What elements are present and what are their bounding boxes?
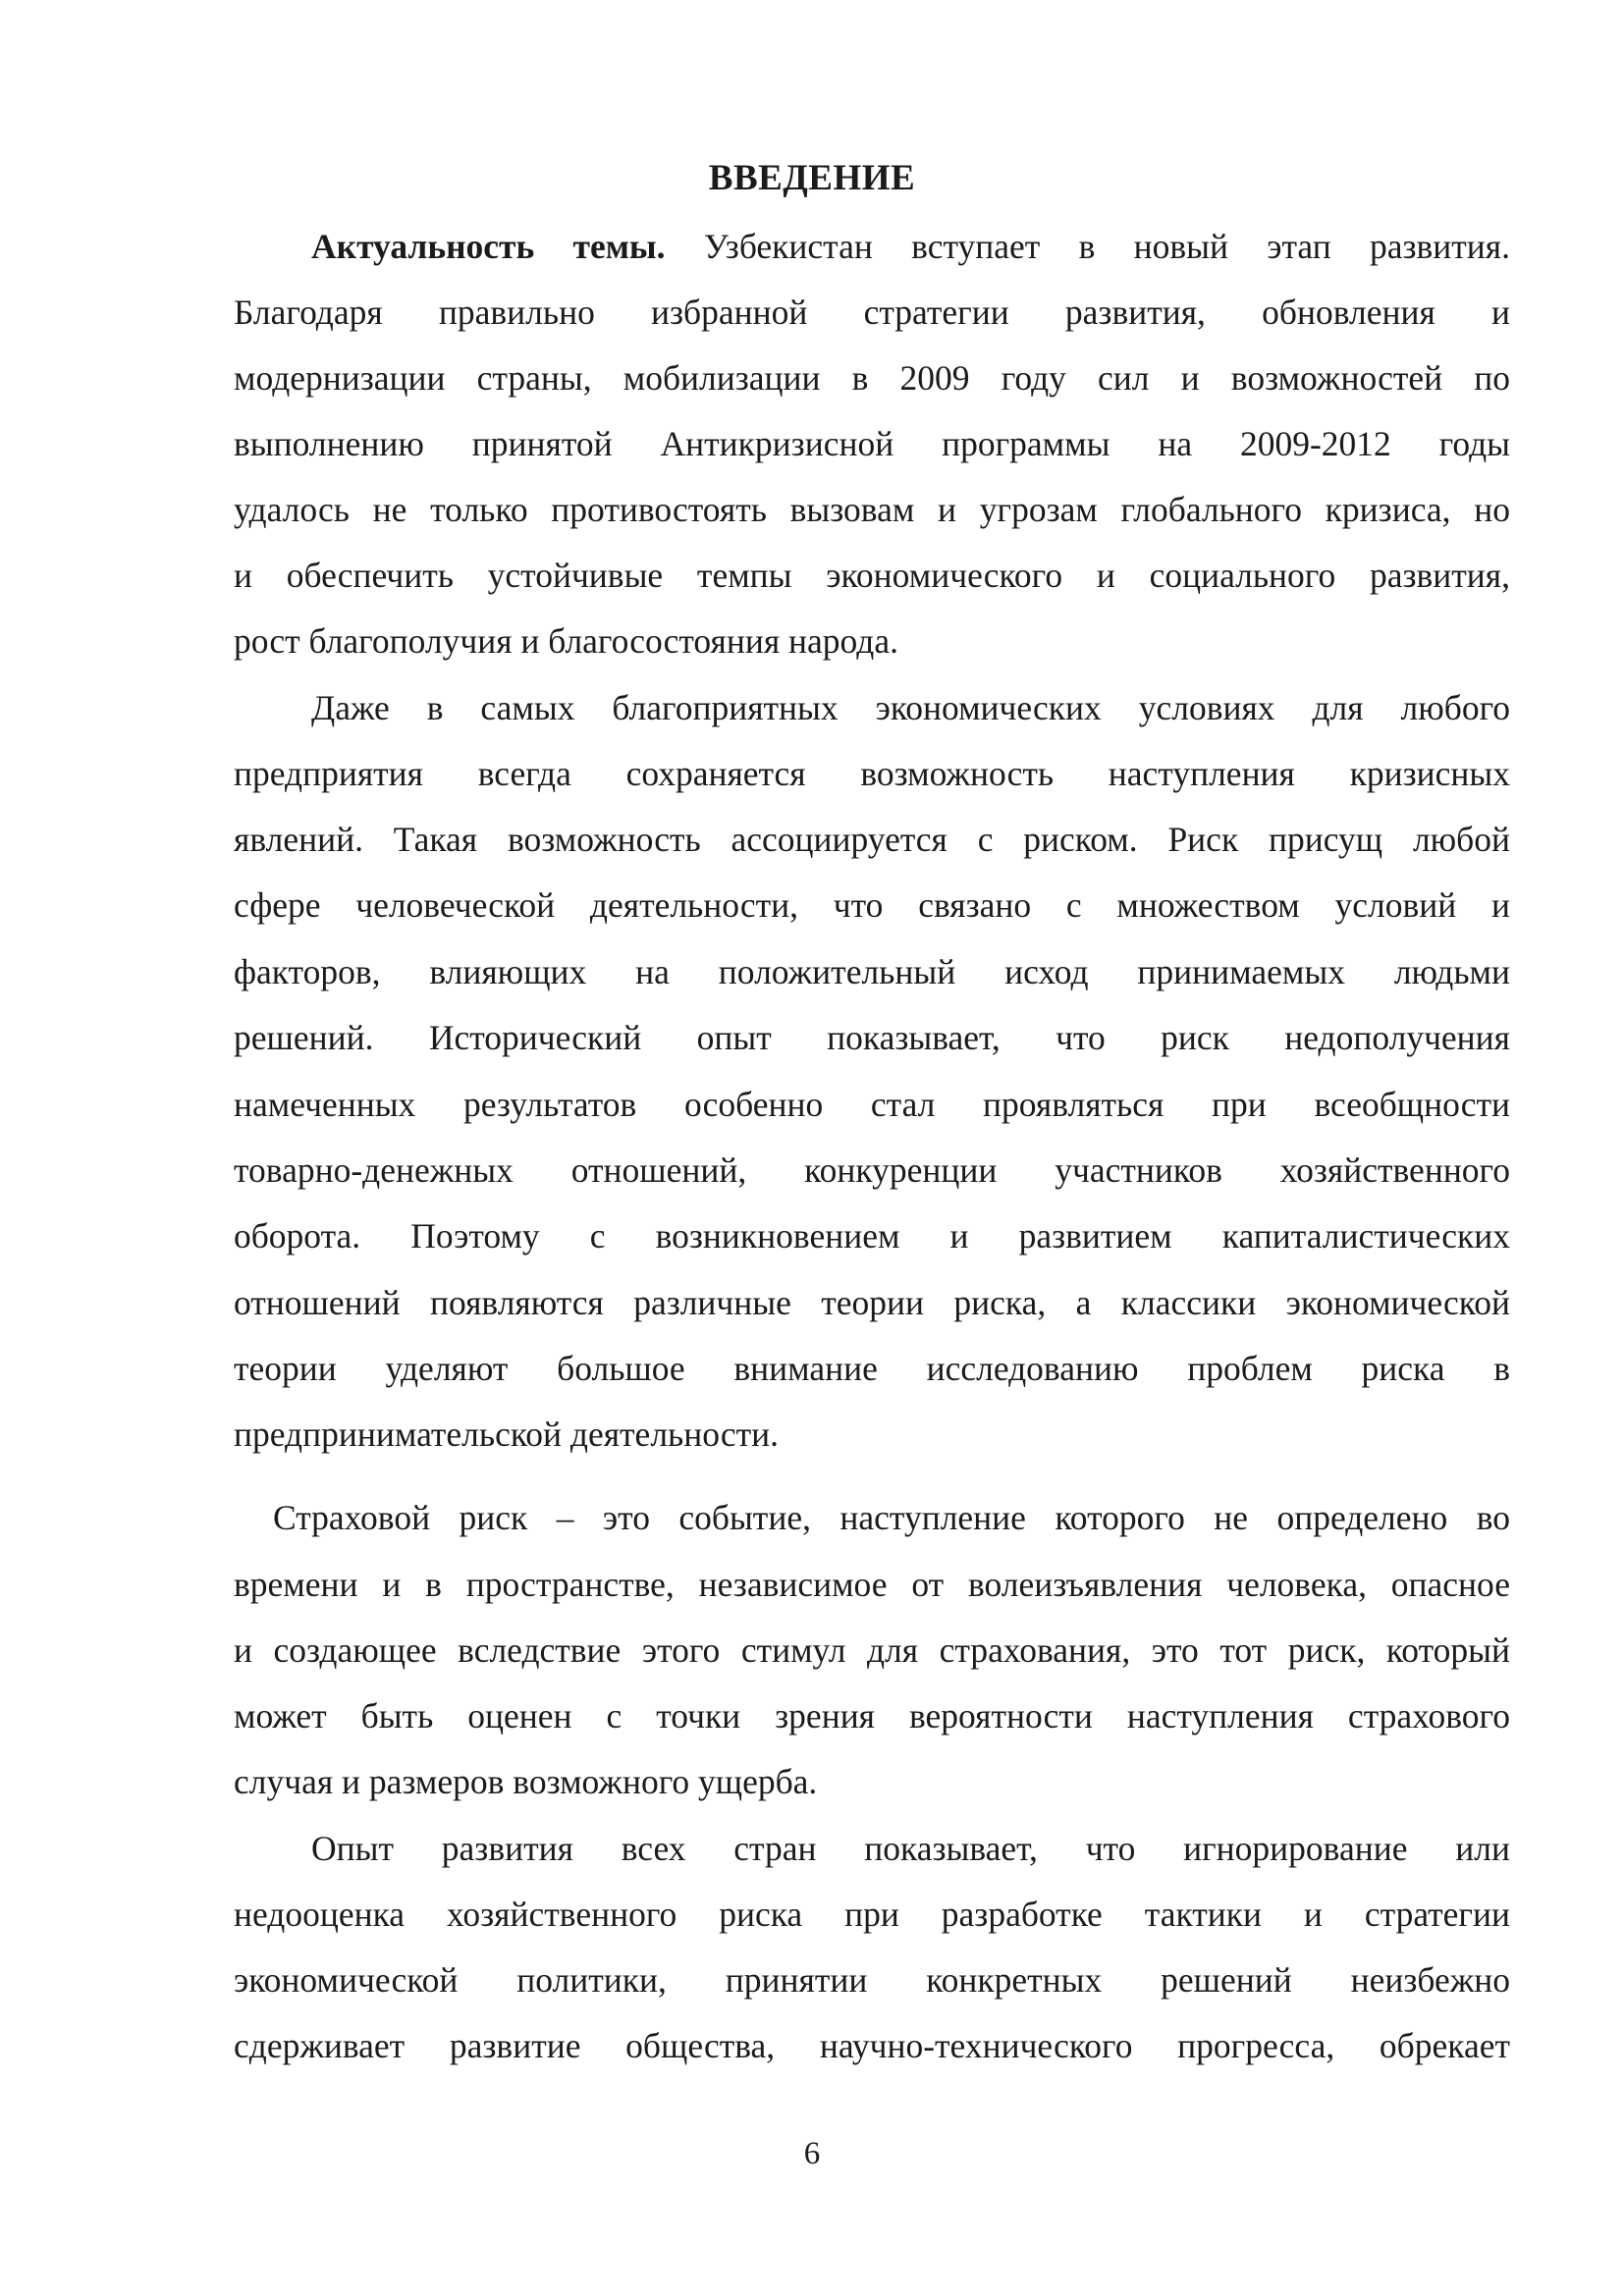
- text-line: рост благополучия и благосостояния народа.: [234, 621, 898, 661]
- text-line: удалось не только противостоять вызовам и угрозам глобального кризиса, но: [234, 490, 1510, 529]
- text-line: предприятия всегда сохраняется возможность наступления кризисных: [234, 754, 1510, 793]
- text-line: отношений появляются различные теории риска, а классики экономической: [234, 1283, 1510, 1322]
- text-line-content: Узбекистан вступает в новый этап развития.: [703, 227, 1511, 266]
- text-line: факторов, влияющих на положительный исход принимаемых людьми: [234, 952, 1510, 991]
- text-line: может быть оценен с точки зрения вероятности наступления страхового: [234, 1696, 1510, 1735]
- text-line: модернизации страны, мобилизации в 2009 году сил и возможностей по: [234, 358, 1510, 398]
- text-line: и обеспечить устойчивые темпы экономического и социального развития,: [234, 556, 1510, 595]
- text-line: теории уделяют большое внимание исследованию проблем риска в: [234, 1349, 1510, 1388]
- text-line: выполнению принятой Антикризисной программы на 2009-2012 годы: [234, 424, 1510, 463]
- text-line: предпринимательской деятельности.: [234, 1415, 779, 1454]
- text-line: и создающее вследствие этого стимул для страхования, это тот риск, который: [234, 1630, 1510, 1670]
- text-line: намеченных результатов особенно стал проявляться при всеобщности: [234, 1085, 1510, 1124]
- text-line: недооценка хозяйственного риска при разработке тактики и стратегии: [234, 1895, 1510, 1934]
- text-line: Опыт развития всех стран показывает, что игнорирование или: [311, 1829, 1510, 1868]
- text-line: Страховой риск – это событие, наступление которого не определено во: [273, 1498, 1510, 1537]
- lead-in-heading: Актуальность темы.: [311, 227, 666, 266]
- section-heading: ВВЕДЕНИЕ: [708, 158, 916, 198]
- text-line: товарно-денежных отношений, конкуренции участников хозяйственного: [234, 1150, 1510, 1190]
- text-line: решений. Исторический опыт показывает, что риск недополучения: [234, 1018, 1510, 1057]
- text-line: экономической политики, принятии конкретных решений неизбежно: [234, 1960, 1510, 2000]
- text-line: сдерживает развитие общества, научно-технического прогресса, обрекает: [234, 2026, 1510, 2065]
- text-line: случая и размеров возможного ущерба.: [234, 1762, 818, 1801]
- text-line: сфере человеческой деятельности, что связано с множеством условий и: [234, 885, 1510, 925]
- text-line: Даже в самых благоприятных экономических условиях для любого: [311, 688, 1510, 727]
- text-line: [311, 223, 1510, 270]
- text-line: Благодаря правильно избранной стратегии развития, обновления и: [234, 293, 1510, 332]
- page-number: 6: [803, 2136, 821, 2171]
- text-line: времени и в пространстве, независимое от волеизъявления человека, опасное: [234, 1565, 1510, 1604]
- text-line: оборота. Поэтому с возникновением и развитием капиталистических: [234, 1216, 1510, 1255]
- text-line: явлений. Такая возможность ассоциируется с риском. Риск присущ любой: [234, 820, 1510, 859]
